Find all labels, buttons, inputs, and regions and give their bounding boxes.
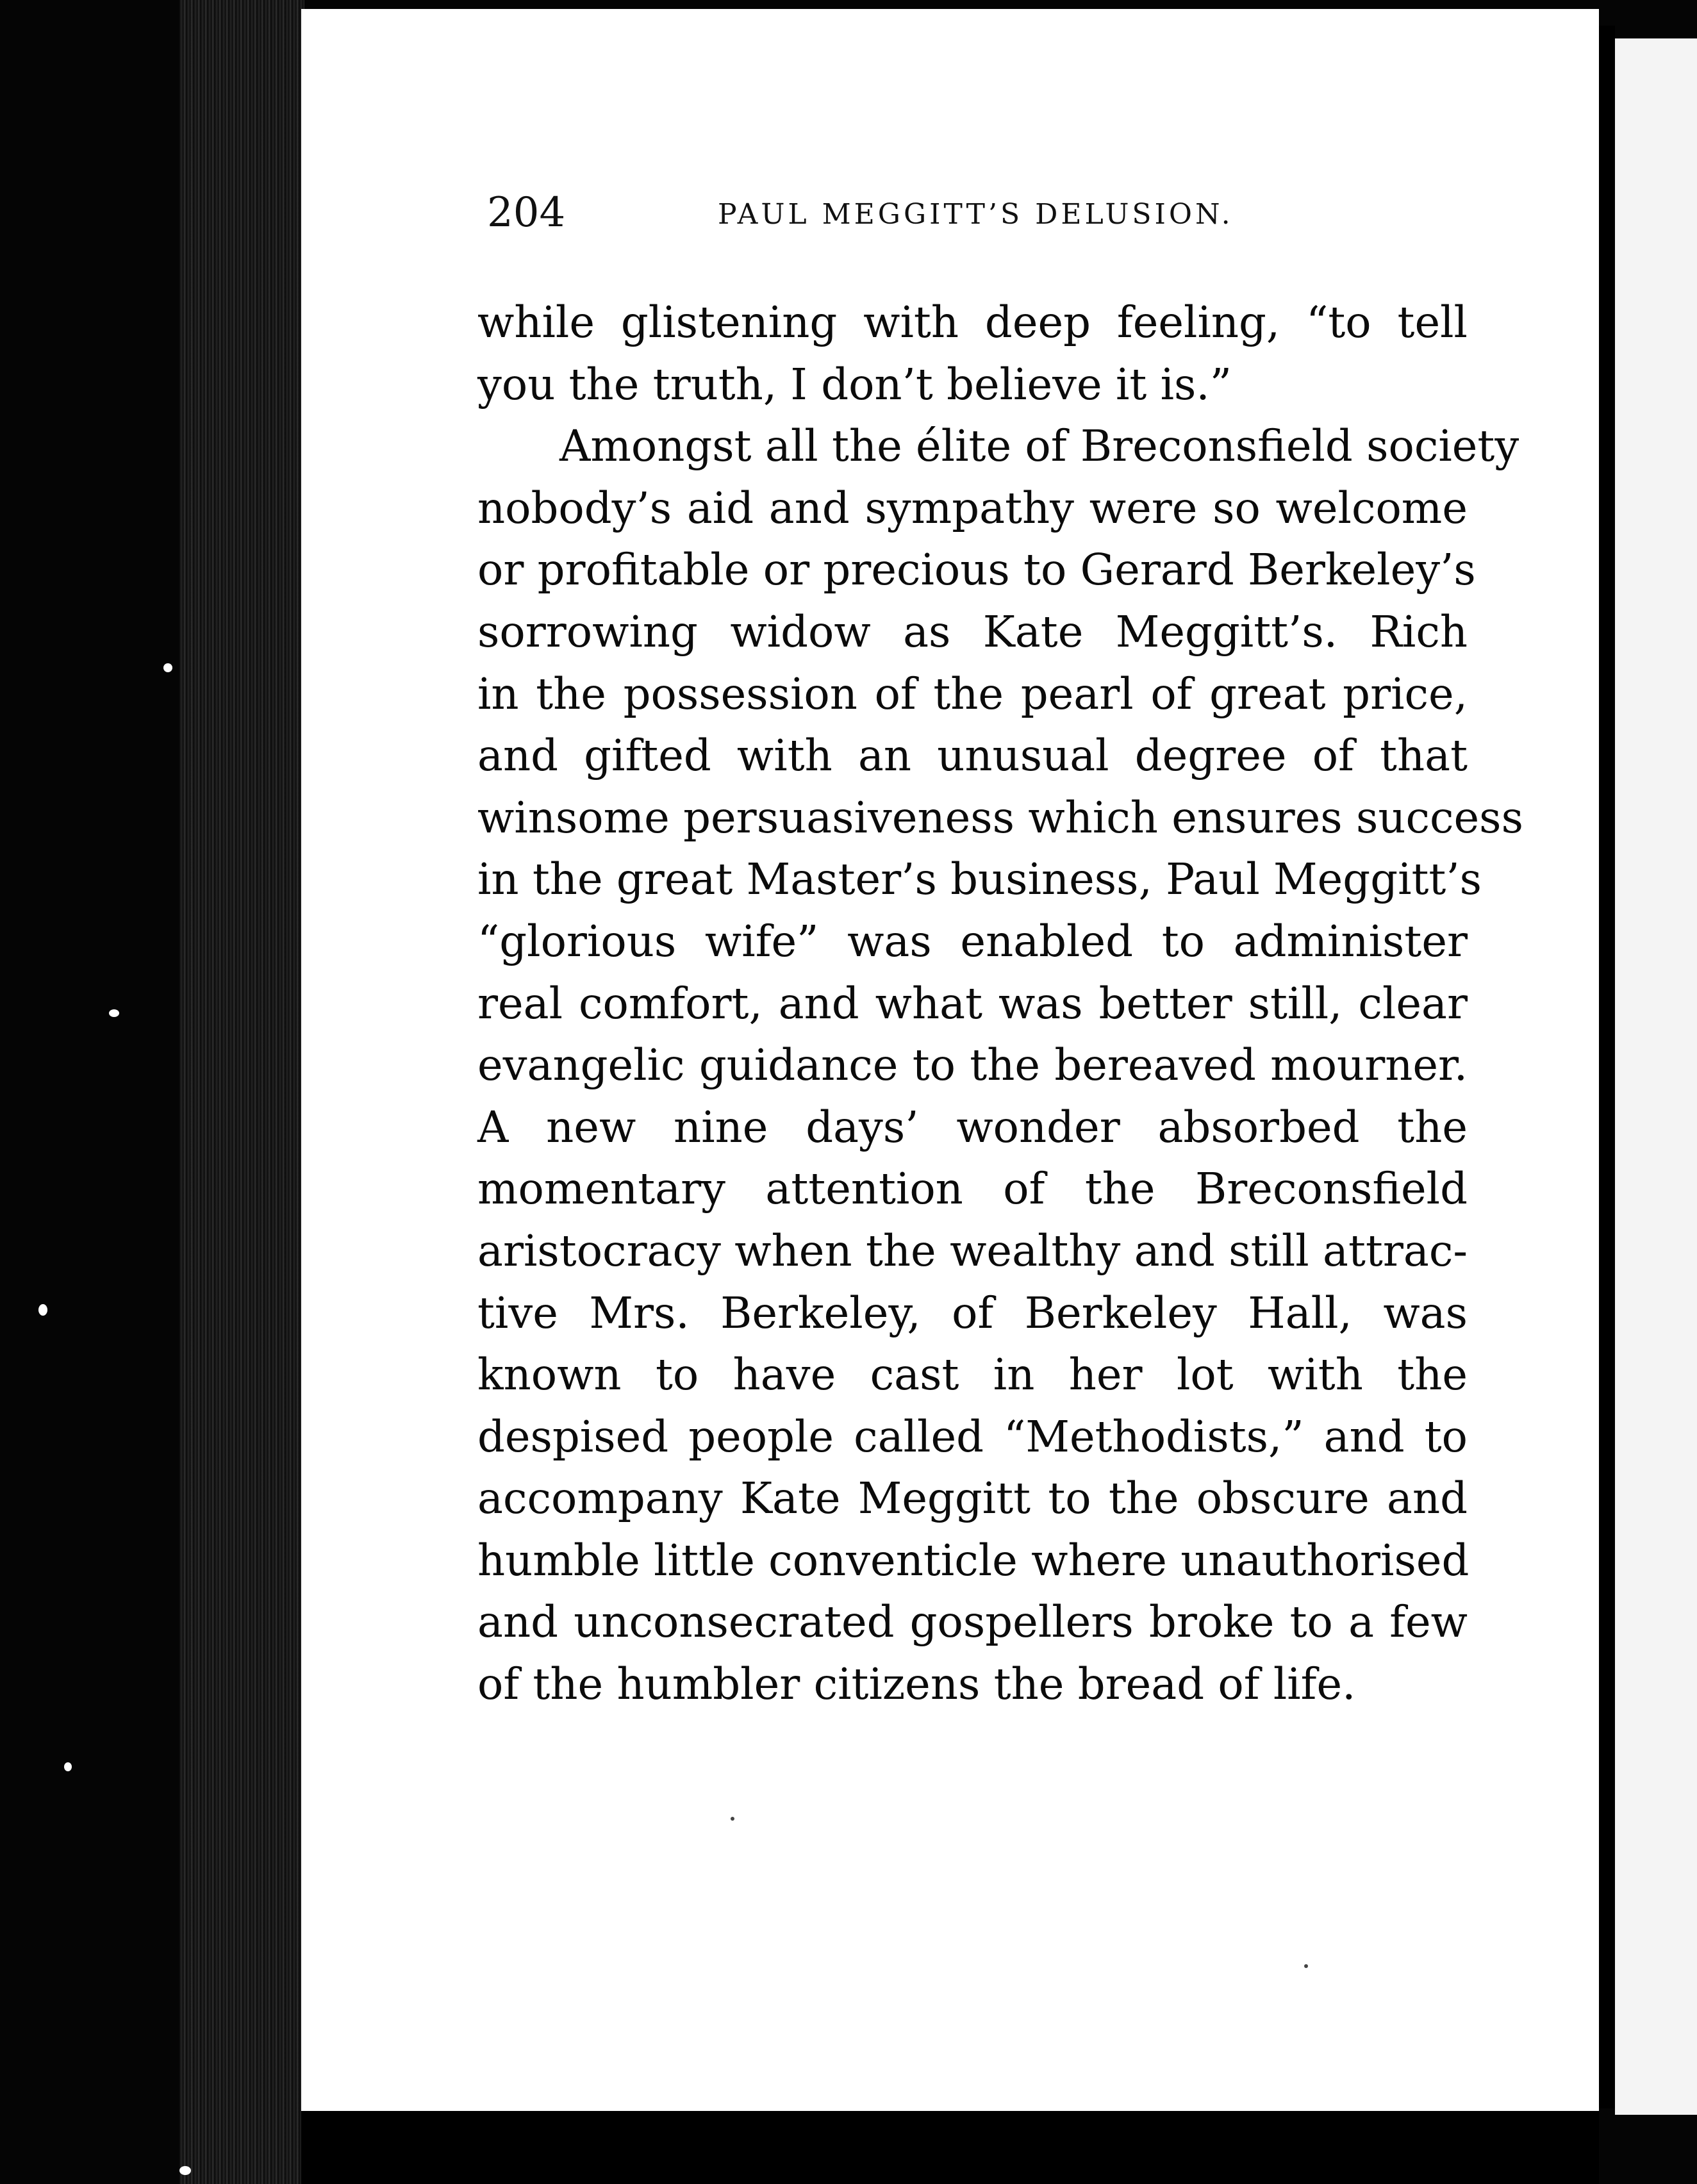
text-line: real comfort, and what was better still, clear <box>477 978 1468 1029</box>
scan-speck <box>109 1009 119 1017</box>
text-line: in the great Master’s business, Paul Meggitt’s <box>477 854 1482 905</box>
facing-page-edge <box>1615 38 1697 2115</box>
page-number: 204 <box>487 189 566 236</box>
running-title: PAUL MEGGITT’S DELUSION. <box>718 198 1234 231</box>
scan-speck <box>38 1304 47 1316</box>
scan-speck <box>1304 1964 1308 1968</box>
text-line: and gifted with an unusual degree of that <box>477 731 1468 781</box>
book-page-edges <box>179 0 304 2184</box>
text-line: nobody’s aid and sympathy were so welcome <box>477 483 1468 533</box>
text-line: momentary attention of the Breconsfield <box>477 1164 1468 1214</box>
gutter-shadow <box>1599 26 1615 2108</box>
scan-speck <box>64 1762 72 1771</box>
text-line: you the truth, I don’t believe it is.” <box>477 359 1232 410</box>
text-line: A new nine days’ wonder absorbed the <box>477 1102 1468 1152</box>
text-line: aristocracy when the wealthy and still attrac- <box>477 1225 1468 1276</box>
text-line: “glorious wife” was enabled to administer <box>477 916 1468 966</box>
scan-bottom-margin <box>301 2111 1599 2184</box>
page-header <box>487 189 1468 234</box>
text-line: or profitable or precious to Gerard Berkeley’s <box>477 545 1476 595</box>
text-line: in the possession of the pearl of great price, <box>477 668 1468 719</box>
scan-speck <box>163 663 172 672</box>
text-line: tive Mrs. Berkeley, of Berkeley Hall, was <box>477 1287 1468 1338</box>
text-line: sorrowing widow as Kate Meggitt’s. Rich <box>477 606 1468 657</box>
text-line: while glistening with deep feeling, “to tell <box>477 297 1468 347</box>
text-line: humble little conventicle where unauthorised <box>477 1535 1469 1585</box>
text-line: known to have cast in her lot with the <box>477 1350 1468 1400</box>
body-text <box>477 292 1523 1716</box>
text-line: winsome persuasiveness which ensures success <box>477 792 1523 843</box>
text-line: and unconsecrated gospellers broke to a few <box>477 1597 1468 1648</box>
text-line: evangelic guidance to the bereaved mourner. <box>477 1040 1468 1091</box>
text-line: despised people called “Methodists,” and to <box>477 1411 1468 1462</box>
text-line: accompany Kate Meggitt to the obscure and <box>477 1473 1468 1524</box>
scan-speck <box>179 2166 191 2175</box>
scan-speck <box>731 1817 734 1821</box>
text-line: of the humbler citizens the bread of life. <box>477 1659 1356 1710</box>
text-line: Amongst all the élite of Breconsfield society <box>559 421 1519 472</box>
